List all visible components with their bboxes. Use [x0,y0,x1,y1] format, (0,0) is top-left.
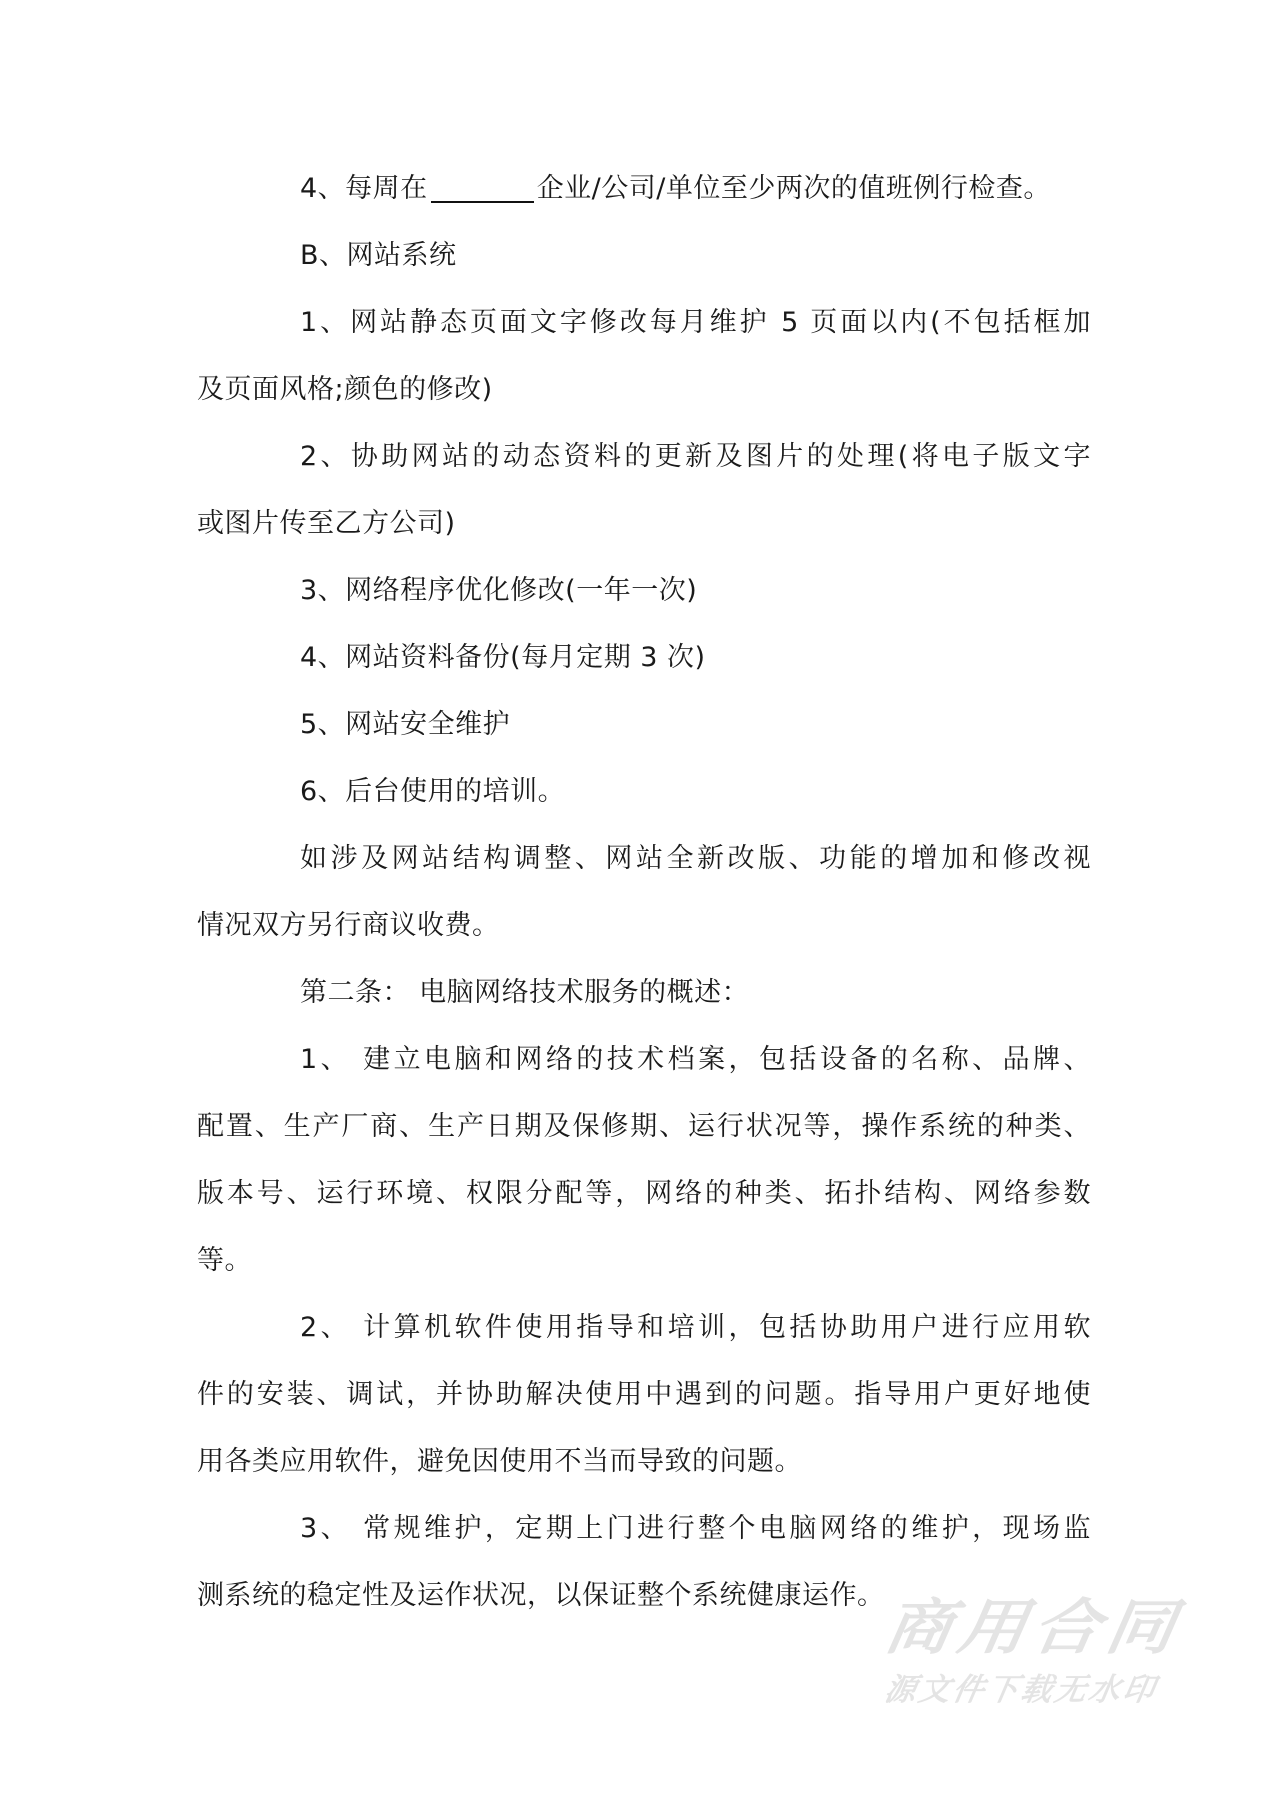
list-item-weekly-inspection [197,155,1091,222]
article-heading-article-two: 第二条： 电脑网络技术服务的概述： [300,977,750,1008]
list-item-tech-archive-cont-2: 版本号、运行环境、权限分配等，网络的种类、拓扑结构、网络参数 [197,1178,1091,1209]
list-item-routine-maintenance: 3、 常规维护，定期上门进行整个电脑网络的维护，现场监 [300,1513,1091,1544]
list-item-backend-training: 6、后台使用的培训。 [300,776,566,807]
list-item-routine-maintenance-cont: 测系统的稳定性及运作状况，以保证整个系统健康运作。 [197,1580,885,1611]
section-heading-website-system: B、网站系统 [300,240,457,271]
list-item-tech-archive-cont-1: 配置、生产厂商、生产日期及保修期、运行状况等，操作系统的种类、 [197,1111,1091,1142]
paragraph-extra-fees: 如涉及网站结构调整、网站全新改版、功能的增加和修改视 [300,843,1091,874]
line-text-before-blank: 4、每周在 [300,173,428,204]
list-item-tech-archive: 1、 建立电脑和网络的技术档案，包括设备的名称、品牌、 [300,1044,1091,1075]
list-item-dynamic-update: 2、协助网站的动态资料的更新及图片的处理(将电子版文字 [300,441,1091,472]
list-item-software-training-cont-2: 用各类应用软件，避免因使用不当而导致的问题。 [197,1446,802,1477]
line-text-after-blank: 企业/公司/单位至少两次的值班例行检查。 [536,173,1051,204]
watermark-title: 商用合同 [879,1593,1187,1663]
list-item-dynamic-update-cont: 或图片传至乙方公司) [197,508,456,539]
list-item-data-backup: 4、网站资料备份(每月定期 3 次) [300,642,706,673]
document-body [197,155,1091,1629]
fill-in-blank-underline [431,201,534,203]
list-item-security-maintenance: 5、网站安全维护 [300,709,511,740]
watermark-subtitle: 源文件下载无水印 [881,1672,1161,1708]
list-item-software-training: 2、 计算机软件使用指导和培训，包括协助用户进行应用软 [300,1312,1091,1343]
list-item-program-optimization: 3、网络程序优化修改(一年一次) [300,575,698,606]
list-item-software-training-cont-1: 件的安装、调试，并协助解决使用中遇到的问题。指导用户更好地使 [197,1379,1091,1410]
list-item-static-page-edit: 1、网站静态页面文字修改每月维护 5 页面以内(不包括框加 [300,307,1091,338]
list-item-static-page-edit-cont: 及页面风格;颜色的修改) [197,374,493,405]
paragraph-extra-fees-cont: 情况双方另行商议收费。 [197,910,500,941]
list-item-tech-archive-cont-3: 等。 [197,1245,252,1276]
